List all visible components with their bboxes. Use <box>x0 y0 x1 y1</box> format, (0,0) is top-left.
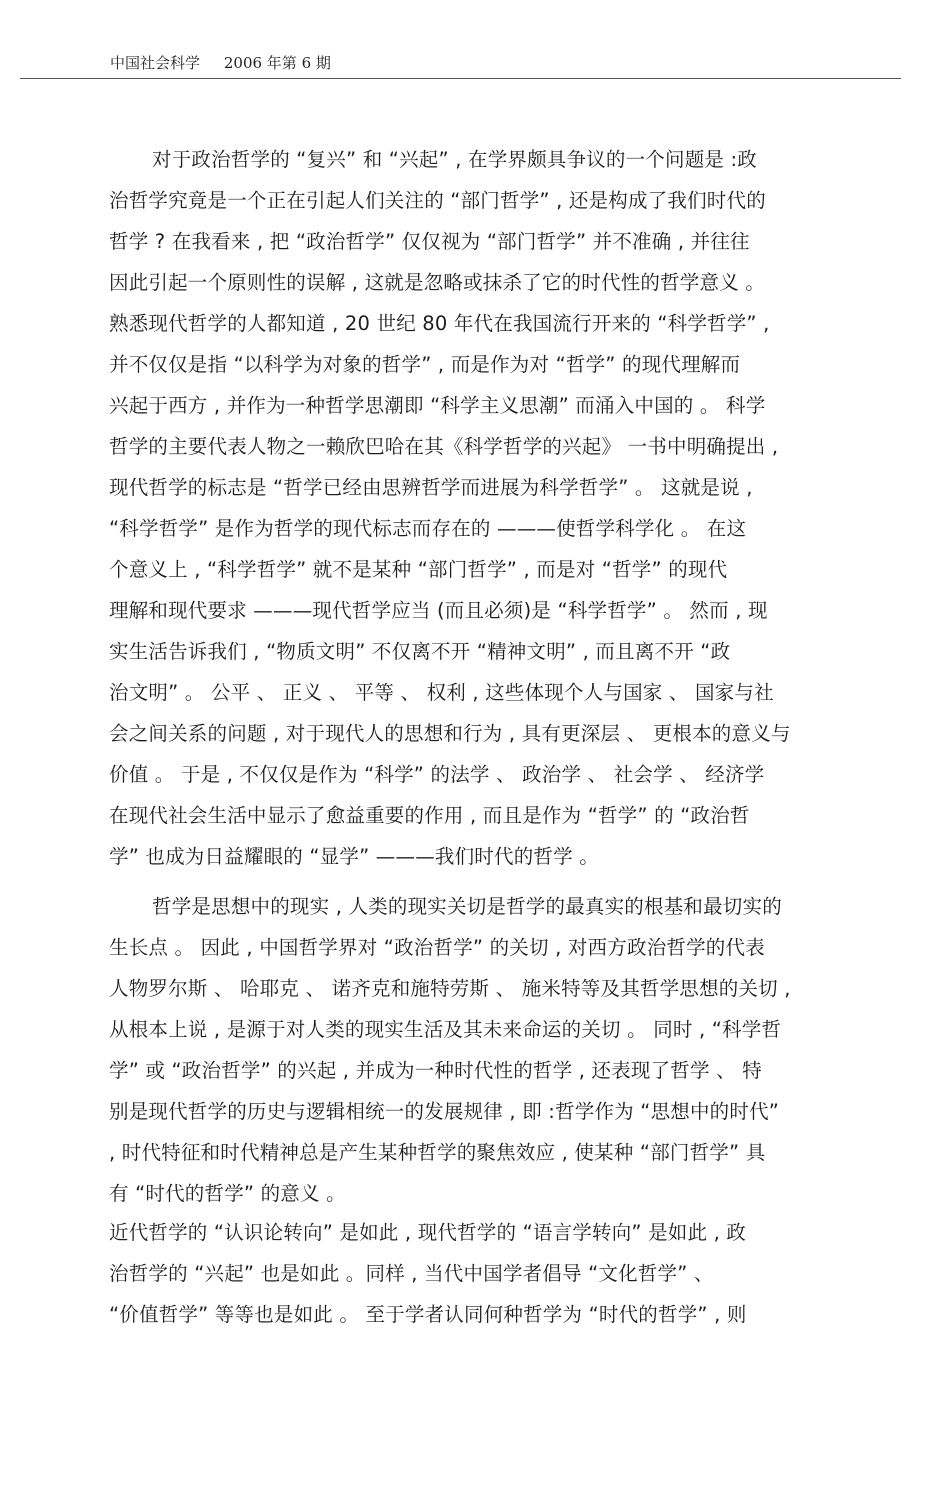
paragraph-line: 人物罗尔斯 、 哈耶克 、 诺齐克和施特劳斯 、 施米特等及其哲学思想的关切 , <box>109 977 791 1000</box>
paragraph-line: 别是现代哲学的历史与逻辑相统一的发展规律 , 即 :哲学作为 “思想中的时代” <box>109 1100 780 1123</box>
paragraph-line: 会之间关系的问题 , 对于现代人的思想和行为 , 具有更深层 、 更根本的意义与 <box>109 722 791 745</box>
paragraph-line: 学” 也成为日益耀眼的 “显学” ———我们时代的哲学 。 <box>109 845 599 868</box>
paragraph-line: 从根本上说 , 是源于对人类的现实生活及其未来命运的关切 。 同时 , “科学哲 <box>109 1018 782 1041</box>
paragraph-line: 因此引起一个原则性的误解 , 这就是忽略或抹杀了它的时代性的哲学意义 。 <box>109 271 765 294</box>
paragraph-line: 熟悉现代哲学的人都知道 , 20 世纪 80 年代在我国流行开来的 “科学哲学” , <box>109 312 770 335</box>
issue-number: 2006 年第 6 期 <box>223 54 331 72</box>
paragraph-line: 近代哲学的 “认识论转向” 是如此 , 现代哲学的 “语言学转向” 是如此 , 政 <box>109 1221 747 1244</box>
paragraph-line: “价值哲学” 等等也是如此 。 至于学者认同何种哲学为 “时代的哲学” , 则 <box>109 1303 747 1326</box>
paragraph-line: 治文明” 。 公平 、 正义 、 平等 、 权利 , 这些体现个人与国家 、 国家与社 <box>109 681 774 704</box>
paragraph-line: 哲学 ? 在我看来 , 把 “政治哲学” 仅仅视为 “部门哲学” 并不准确 , 并往往 <box>109 230 750 253</box>
paragraph-line: 价值 。 于是 , 不仅仅是作为 “科学” 的法学 、 政治学 、 社会学 、 经济学 <box>109 763 765 786</box>
paragraph-line: 现代哲学的标志是 “哲学已经由思辨哲学而进展为科学哲学” 。 这就是说 , <box>109 476 753 499</box>
paragraph-line: “科学哲学” 是作为哲学的现代标志而存在的 ———使哲学科学化 。 在这 <box>109 517 747 540</box>
paragraph-line: 学” 或 “政治哲学” 的兴起 , 并成为一种时代性的哲学 , 还表现了哲学 、 特 <box>109 1059 762 1082</box>
paragraph-line: 理解和现代要求 ———现代哲学应当 (而且必须)是 “科学哲学” 。 然而 , 现 <box>109 599 768 622</box>
paragraph-line: 治哲学究竟是一个正在引起人们关注的 “部门哲学” , 还是构成了我们时代的 <box>109 189 766 212</box>
paragraph-line: , 时代特征和时代精神总是产生某种哲学的聚焦效应 , 使某种 “部门哲学” 具 <box>109 1141 766 1164</box>
paragraph-line: 兴起于西方 , 并作为一种哲学思潮即 “科学主义思潮” 而涌入中国的 。 科学 <box>109 394 766 417</box>
paragraph-line: 在现代社会生活中显示了愈益重要的作用 , 而且是作为 “哲学” 的 “政治哲 <box>109 804 750 827</box>
paragraph-line: 实生活告诉我们 , “物质文明” 不仅离不开 “精神文明” , 而且离不开 “政 <box>109 640 731 663</box>
header-rule <box>20 78 901 79</box>
running-header <box>110 52 331 73</box>
paragraph-line: 生长点 。 因此 , 中国哲学界对 “政治哲学” 的关切 , 对西方政治哲学的代表 <box>109 936 765 959</box>
journal-name: 中国社会科学 <box>110 54 201 72</box>
paragraph-line: 个意义上 , “科学哲学” 就不是某种 “部门哲学” , 而是对 “哲学” 的现代 <box>109 558 728 581</box>
paragraph-line: 有 “时代的哲学” 的意义 。 <box>109 1182 346 1205</box>
paragraph-line: 哲学是思想中的现实 , 人类的现实关切是哲学的最真实的根基和最切实的 <box>152 895 782 918</box>
paragraph-line: 并不仅仅是指 “以科学为对象的哲学” , 而是作为对 “哲学” 的现代理解而 <box>109 353 741 376</box>
paragraph-line: 哲学的主要代表人物之一赖欣巴哈在其《科学哲学的兴起》 一书中明确提出 , <box>109 435 779 458</box>
paragraph-line: 对于政治哲学的 “复兴” 和 “兴起” , 在学界颇具争议的一个问题是 :政 <box>152 148 757 171</box>
paragraph-line: 治哲学的 “兴起” 也是如此 。同样 , 当代中国学者倡导 “文化哲学” 、 <box>109 1262 714 1285</box>
